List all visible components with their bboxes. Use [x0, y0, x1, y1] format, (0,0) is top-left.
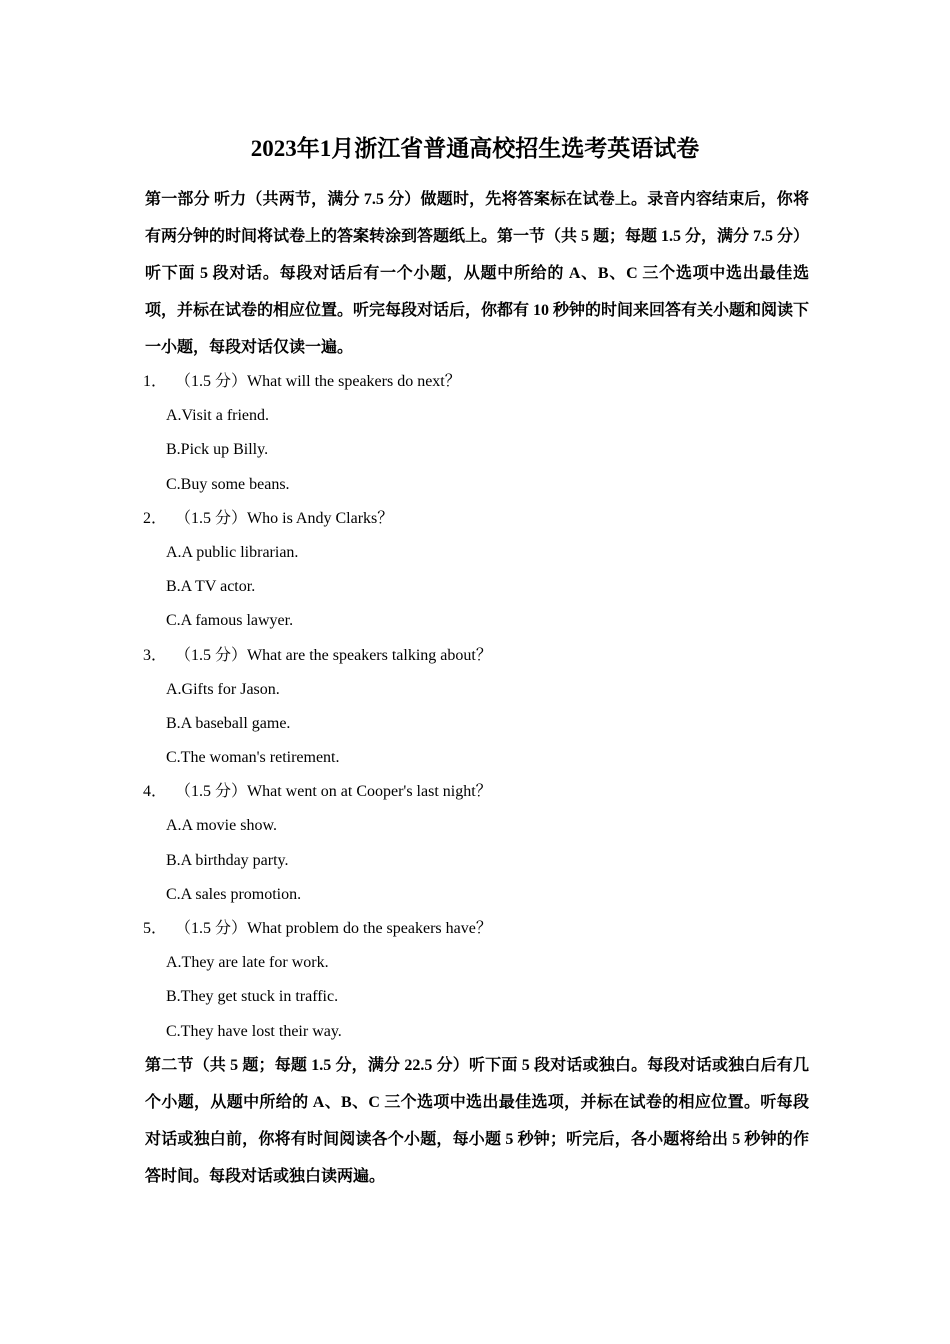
question-stem	[143, 912, 813, 946]
option-b: B.A baseball game.	[166, 714, 291, 732]
option-a: A.Gifts for Jason.	[166, 680, 280, 698]
option-c: C.Buy some beans.	[166, 475, 290, 493]
question-text: What problem do the speakers have？	[247, 920, 492, 937]
question-stem	[143, 502, 813, 536]
question-item	[143, 912, 813, 1049]
question-item	[143, 639, 813, 776]
question-item	[143, 775, 813, 912]
option-a: A.They are late for work.	[166, 954, 329, 972]
question-item	[143, 502, 813, 639]
section2-instructions: 第二节（共 5 题；每题 1.5 分，满分 22.5 分）听下面 5 段对话或独白。每段对话或独白后有几个小题，从题中所给的 A、B、C 三个选项中选出最佳选项，并标在试卷的相应位置。听每段对话或独白前，你将有时间阅读各个小题，每小题 5 秒钟；听完后，各小题将给出 5 秒钟的作答时间。每段对话或独白读两遍。	[145, 1057, 809, 1185]
option-a: A.A movie show.	[166, 817, 277, 835]
question-score: （1.5 分）	[175, 783, 248, 801]
question-score: （1.5 分）	[175, 509, 248, 527]
question-text: What went on at Cooper's last night？	[247, 783, 492, 801]
question-number: 2．	[143, 509, 168, 527]
option-c: C.They have lost their way.	[166, 1022, 342, 1040]
question-number: 1．	[143, 373, 168, 390]
option-b: B.A TV actor.	[166, 578, 256, 596]
question-number: 3．	[143, 646, 168, 664]
option-b: B.They get stuck in traffic.	[166, 988, 339, 1006]
option-c: C.A famous lawyer.	[166, 612, 294, 630]
option-a: A.A public librarian.	[166, 543, 299, 561]
question-text: Who is Andy Clarks？	[247, 509, 394, 527]
option-a: A.Visit a friend.	[166, 407, 270, 425]
option-c: C.The woman's retirement.	[166, 749, 340, 767]
question-number: 4．	[143, 783, 168, 801]
option-b: B.Pick up Billy.	[166, 441, 269, 459]
question-list	[143, 365, 813, 1049]
question-score: （1.5 分）	[175, 646, 248, 664]
option-c: C.A sales promotion.	[166, 885, 302, 903]
option-b: B.A birthday party.	[166, 851, 289, 869]
question-item	[143, 365, 813, 502]
part1-instructions: 第一部分 听力（共两节，满分 7.5 分）做题时，先将答案标在试卷上。录音内容结束后，你将有两分钟的时间将试卷上的答案转涂到答题纸上。第一节（共 5 题；每题 1.5 分，满分 7.5 分）听下面 5 段对话。每段对话后有一个小题，从题中所给的 A、B、C 三个选项中选出最佳选项，并标在试卷的相应位置。听完每段对话后，你都有 10 秒钟的时间来回答有关小题和阅读下一小题，每段对话仅读一遍。	[145, 191, 810, 356]
question-stem	[143, 639, 813, 673]
question-score: （1.5 分）	[175, 373, 248, 390]
question-stem	[143, 775, 813, 809]
question-text: What are the speakers talking about？	[247, 646, 492, 664]
exam-title: 2023年1月浙江省普通高校招生选考英语试卷	[250, 136, 700, 161]
question-score: （1.5 分）	[175, 920, 248, 937]
question-text: What will the speakers do next？	[247, 373, 461, 390]
question-stem	[143, 365, 813, 399]
question-number: 5．	[143, 920, 168, 937]
